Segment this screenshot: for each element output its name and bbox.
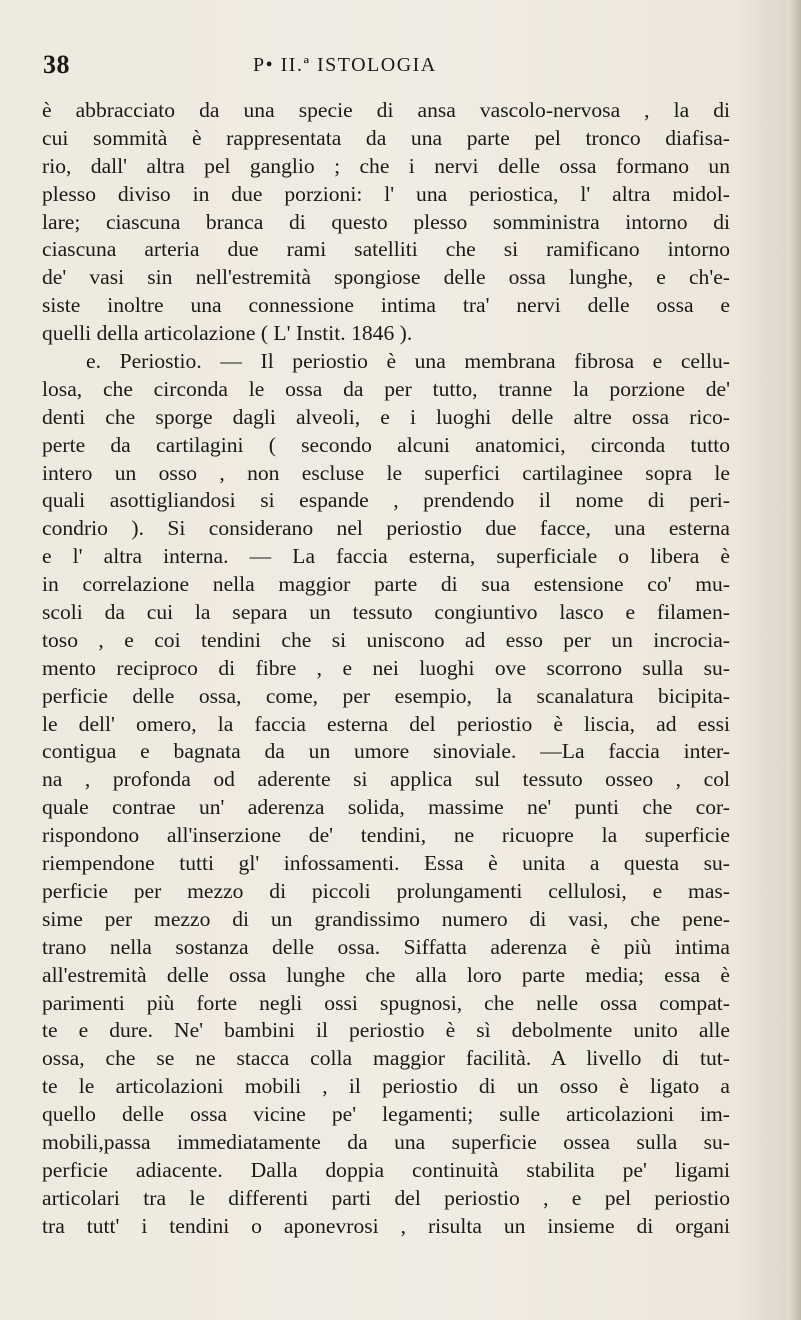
section-heading-line: e. Periostio. — Il periostio è una membrana fibrosa e cellu- [86, 349, 730, 374]
text-line: quale contrae un' aderenza solida, massime ne' punti che cor- [42, 795, 730, 820]
text-line: trano nella sostanza delle ossa. Siffatta aderenza è più intima [42, 934, 730, 959]
text-line: plesso diviso in due porzioni: l' una periostica, l' altra midol- [42, 181, 730, 206]
text-line: rispondono all'inserzione de' tendini, ne ricuopre la superficie [42, 823, 730, 848]
body-text [42, 97, 730, 1241]
text-line: quelli della articolazione ( L' Instit. 1846 ). [42, 321, 413, 346]
running-head: P• II.ª ISTOLOGIA [253, 54, 437, 76]
text-line: tra tutt' i tendini o aponevrosi , risulta un insieme di organi [42, 1213, 730, 1238]
text-line: perficie adiacente. Dalla doppia continuità stabilita pe' ligami [42, 1157, 730, 1182]
text-line: losa, che circonda le ossa da per tutto, tranne la porzione de' [42, 376, 730, 401]
text-line: mento reciproco di fibre , e nei luoghi ove scorrono sulla su- [42, 655, 730, 680]
text-line: contigua e bagnata da un umore sinoviale. —La faccia inter- [42, 739, 730, 764]
text-line: de' vasi sin nell'estremità spongiose delle ossa lunghe, e ch'e- [42, 265, 730, 290]
page-header [43, 50, 733, 80]
text-line: te e dure. Ne' bambini il periostio è sì debolmente unito alle [42, 1018, 730, 1043]
page-edge [787, 0, 801, 1320]
text-line: ciascuna arteria due rami satelliti che si ramificano intorno [42, 237, 730, 262]
text-line: toso , e coi tendini che si uniscono ad esso per un incrocia- [42, 627, 730, 652]
text-line: riempendone tutti gl' infossamenti. Essa è unita a questa su- [42, 851, 730, 876]
text-line: sime per mezzo di un grandissimo numero di vasi, che pene- [42, 906, 730, 931]
page-number: 38 [43, 50, 70, 79]
text-line: siste inoltre una connessione intima tra' nervi delle ossa e [42, 293, 730, 318]
text-line: ossa, che se ne stacca colla maggior facilità. A livello di tut- [42, 1046, 730, 1071]
text-line: denti che sporge dagli alveoli, e i luoghi delle altre ossa rico- [42, 404, 730, 429]
text-line: condrio ). Si considerano nel periostio due facce, una esterna [42, 516, 730, 541]
text-line: na , profonda od aderente si applica sul tessuto osseo , col [42, 767, 730, 792]
text-line: in correlazione nella maggior parte di sua estensione co' mu- [42, 572, 730, 597]
text-line: e l' altra interna. — La faccia esterna, superficiale o libera è [42, 544, 730, 569]
text-line: lare; ciascuna branca di questo plesso somministra intorno di [42, 209, 730, 234]
text-line: intero un osso , non escluse le superfici cartilaginee sopra le [42, 460, 730, 485]
text-line: le dell' omero, la faccia esterna del periostio è liscia, ad essi [42, 711, 730, 736]
text-line: articolari tra le differenti parti del periostio , e pel periostio [42, 1185, 730, 1210]
text-line: quali asottigliandosi si espande , prendendo il nome di peri- [42, 488, 730, 513]
text-line: all'estremità delle ossa lunghe che alla loro parte media; essa è [42, 962, 730, 987]
text-line: scoli da cui la separa un tessuto congiuntivo lasco e filamen- [42, 600, 730, 625]
text-line: perte da cartilagini ( secondo alcuni anatomici, circonda tutto [42, 432, 730, 457]
text-line: è abbracciato da una specie di ansa vascolo-nervosa , la di [42, 98, 730, 122]
text-line: quello delle ossa vicine pe' legamenti; sulle articolazioni im- [42, 1102, 730, 1127]
text-line: cui sommità è rappresentata da una parte pel tronco diafisa- [42, 125, 730, 150]
text-line: perficie per mezzo di piccoli prolungamenti cellulosi, e mas- [42, 878, 730, 903]
text-line: parimenti più forte negli ossi spugnosi, che nelle ossa compat- [42, 990, 730, 1015]
text-line: te le articolazioni mobili , il periostio di un osso è ligato a [42, 1074, 730, 1099]
text-line: perficie delle ossa, come, per esempio, la scanalatura bicipita- [42, 683, 730, 708]
text-line: rio, dall' altra pel ganglio ; che i nervi delle ossa formano un [42, 153, 730, 178]
text-line: mobili,passa immediatamente da una superficie ossea sulla su- [42, 1129, 730, 1154]
